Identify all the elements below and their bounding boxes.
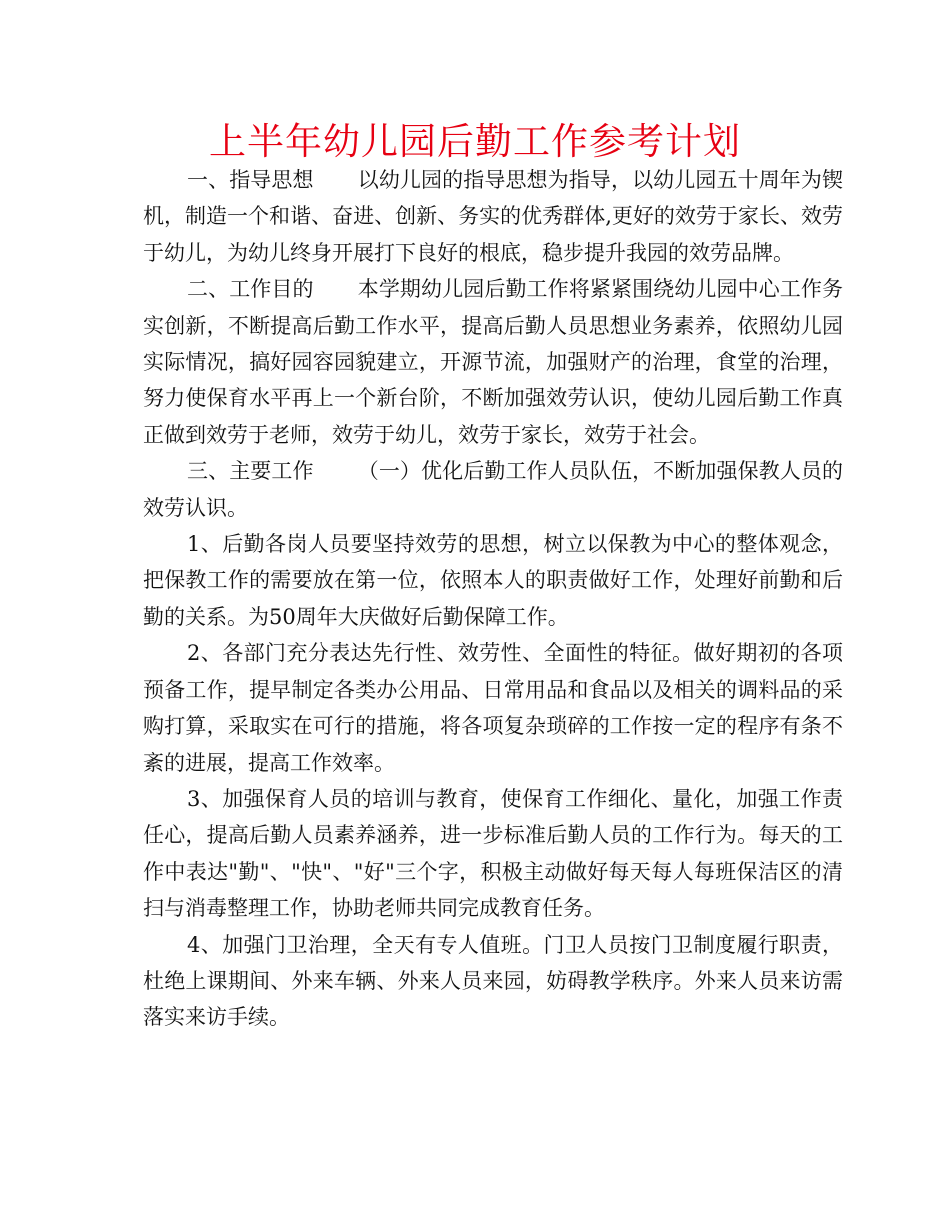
paragraph-text: （一）优化后勤工作人员队伍，不断加强保教人员的效劳认识。 <box>143 459 844 520</box>
paragraph-text: 本学期幼儿园后勤工作将紧紧围绕幼儿园中心工作务实创新，不断提高后勤工作水平，提高后勤人员思想业务素养，依照幼儿园实际情况，搞好园容园貌建立，开源节流，加强财产的治理，食堂的治理，努力使保育水平再上一个新台阶，不断加强效劳认识，使幼儿园后勤工作真正做到效劳于老师，效劳于幼儿，效劳于家长，效劳于社会。 <box>143 277 844 447</box>
paragraph-item-2: 2、各部门充分表达先行性、效劳性、全面性的特征。做好期初的各项预备工作，提早制定各类办公用品、日常用品和食品以及相关的调料品的采购打算，采取实在可行的措施，将各项复杂琐碎的工作按一定的程序有条不紊的进展，提高工作效率。 <box>143 641 843 775</box>
paragraph-item-3: 3、加强保育人员的培训与教育，使保育工作细化、量化，加强工作责任心，提高后勤人员素养涵养，进一步标准后勤人员的工作行为。每天的工作中表达"勤"、"快"、"好"三个字，积极主动做好每天每人每班保洁区的清扫与消毒整理工作，协助老师共同完成教育任务。 <box>143 786 843 921</box>
paragraph-heading: 二、工作目的 <box>187 277 314 302</box>
paragraph-main-work <box>143 453 843 526</box>
paragraph-work-goals <box>143 271 843 453</box>
paragraph-heading: 一、指导思想 <box>187 168 314 192</box>
paragraph-heading: 三、主要工作 <box>187 459 314 484</box>
paragraph-item-4: 4、加强门卫治理，全天有专人值班。门卫人员按门卫制度履行职责，杜绝上课期间、外来车辆、外来人员来园，妨碍教学秩序。外来人员来访需落实来访手续。 <box>143 932 843 1030</box>
paragraph-item-1: 1、后勤各岗人员要坚持效劳的思想，树立以保教为中心的整体观念，把保教工作的需要放在第一位，依照本人的职责做好工作，处理好前勤和后勤的关系。为50周年大庆做好后勤保障工作。 <box>143 532 843 629</box>
paragraph-guiding-ideology <box>143 162 843 271</box>
document-body <box>143 162 843 1036</box>
document-title: 上半年幼儿园后勤工作参考计划 <box>209 120 741 163</box>
paragraph-text: 以幼儿园的指导思想为指导，以幼儿园五十周年为锲机，制造一个和谐、奋进、创新、务实的优秀群体,更好的效劳于家长、效劳于幼儿，为幼儿终身开展打下良好的根底，稳步提升我园的效劳品牌。 <box>143 168 844 265</box>
